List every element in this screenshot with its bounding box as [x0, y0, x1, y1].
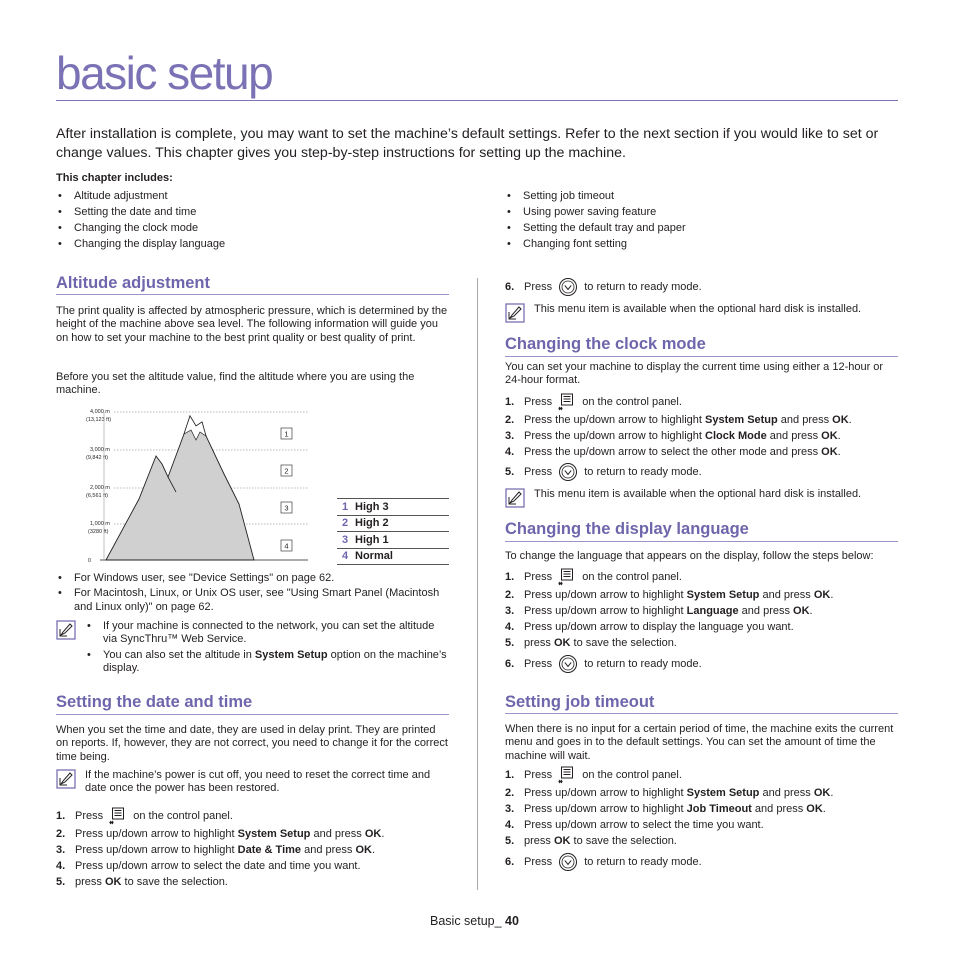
altitude-diagram: [84, 404, 314, 566]
toc-item-date-time[interactable]: • Setting the date and time: [56, 204, 225, 220]
step-item: 2. Press up/down arrow to highlight System Setup and press OK.: [56, 828, 385, 840]
step-item: 2. Press the up/down arrow to highlight System Setup and press OK.: [505, 414, 852, 426]
stop-icon: [558, 277, 578, 297]
altitude-note: [56, 620, 449, 676]
language-steps: [505, 567, 898, 674]
language-heading: Changing the display language: [505, 520, 749, 538]
language-paragraph: To change the language that appears on the display, follow the steps below:: [505, 550, 874, 562]
toc-item-display-language[interactable]: • Changing the display language: [56, 236, 225, 252]
toc-item-font-setting[interactable]: • Changing font setting: [505, 236, 686, 252]
step-item: 1. Press on the control panel.: [56, 806, 449, 826]
altitude-heading: Altitude adjustment: [56, 274, 211, 292]
stop-icon: [558, 462, 578, 482]
step-item: 4. Press the up/down arrow to select the other mode and press OK.: [505, 446, 841, 458]
step-item: 5. press OK to save the selection.: [505, 835, 677, 847]
altitude-table: [337, 498, 449, 565]
step-item: 3. Press up/down arrow to highlight Job Timeout and press OK.: [505, 803, 826, 815]
step-item: 1. Press on the control panel.: [505, 567, 898, 587]
timeout-heading-rule: [505, 713, 898, 714]
table-row: 4 Normal: [337, 548, 449, 565]
step-item: 5. Press to return to ready mode.: [505, 462, 898, 482]
marker-1: 1: [284, 429, 289, 439]
altitude-step-6: [505, 277, 898, 297]
timeout-paragraph: When there is no input for a certain period of time, the machine exits the current menu and goes in to the default settings. You can set the amount of time the machine will wait.: [505, 723, 894, 762]
y-label-3000ft: (9,842 ft): [86, 455, 109, 461]
step-item: 2. Press up/down arrow to highlight System Setup and press OK.: [505, 589, 834, 601]
clock-paragraph: You can set your machine to display the current time using either a 12-hour or 24-hour format.: [505, 361, 884, 387]
toc-item-power-saving[interactable]: • Using power saving feature: [505, 204, 686, 220]
altitude-bullets: [56, 572, 449, 614]
marker-3: 3: [284, 503, 289, 513]
step-item: 2. Press up/down arrow to highlight System Setup and press OK.: [505, 787, 834, 799]
step-item: 3. Press up/down arrow to highlight Date & Time and press OK.: [56, 844, 376, 856]
step-item: 5. press OK to save the selection.: [505, 637, 677, 649]
step-item: 1. Press on the control panel.: [505, 392, 898, 412]
y-label-3000m: 3,000 m: [90, 447, 110, 453]
clock-hard-disk-note: This menu item is available when the optional hard disk is installed.: [505, 488, 898, 508]
menu-icon: [109, 807, 127, 825]
step-item: 6. Press to return to ready mode.: [505, 654, 898, 674]
step-item: 5. press OK to save the selection.: [56, 876, 228, 888]
toc-item-default-tray[interactable]: • Setting the default tray and paper: [505, 220, 686, 236]
marker-4: 4: [284, 541, 289, 551]
page-title: basic setup: [56, 47, 273, 99]
list-item: • For Macintosh, Linux, or Unix OS user, see "Using Smart Panel (Macintosh and Linux only)" on page 62.: [58, 587, 440, 613]
menu-icon: [558, 393, 576, 411]
note-icon: [56, 620, 76, 640]
timeout-steps: [505, 765, 898, 872]
y-label-4000ft: (13,123 ft): [86, 417, 112, 423]
clock-heading-rule: [505, 356, 898, 357]
y-label-1000ft: (3280 ft): [88, 529, 109, 535]
note-icon: [505, 488, 525, 508]
step-item: 1. Press on the control panel.: [505, 765, 898, 785]
clock-heading: Changing the clock mode: [505, 335, 706, 353]
table-row: 1 High 3: [337, 499, 449, 516]
toc-list-left: [56, 188, 225, 252]
hard-disk-note: This menu item is available when the optional hard disk is installed.: [505, 303, 898, 323]
datetime-note: If the machine’s power is cut off, you need to reset the correct time and date once the power has been restored.: [56, 769, 449, 799]
list-item: • You can also set the altitude in System Setup option on the machine’s display.: [87, 648, 447, 674]
intro-paragraph: After installation is complete, you may want to set the machine’s default settings. Refer to the next section if you would like to set or change values. This chapter gives you step-by-step instructions for setting up the machine.: [56, 126, 879, 161]
language-heading-rule: [505, 541, 898, 542]
title-divider: [56, 100, 898, 101]
stop-icon: [558, 654, 578, 674]
note-icon: [56, 769, 76, 789]
datetime-heading-rule: [56, 714, 449, 715]
menu-icon: [558, 568, 576, 586]
y-label-2000m: 2,000 m: [90, 485, 110, 491]
step-item: 4. Press up/down arrow to select the time you want.: [505, 819, 764, 831]
y-label-4000m: 4,000 m: [90, 409, 110, 415]
altitude-paragraph-1: The print quality is affected by atmospheric pressure, which is determined by the height of the machine above sea level. The following information will guide you on how to set your machine to the best print quality or best quality of print.: [56, 305, 448, 344]
altitude-heading-rule: [56, 294, 449, 295]
marker-2: 2: [284, 466, 289, 476]
page-number: 40: [505, 914, 519, 928]
list-item: • If your machine is connected to the network, you can set the altitude via SyncThru™ Web Service.: [87, 620, 435, 646]
note-icon: [505, 303, 525, 323]
toc-list-right: [505, 188, 686, 252]
includes-label: This chapter includes:: [56, 172, 173, 184]
page-footer: Basic setup_ 40: [430, 914, 519, 928]
toc-item-altitude[interactable]: • Altitude adjustment: [56, 188, 225, 204]
y-label-1000m: 1,000 m: [90, 521, 110, 527]
stop-icon: [558, 852, 578, 872]
step-item: 3. Press the up/down arrow to highlight Clock Mode and press OK.: [505, 430, 841, 442]
step-item: 4. Press up/down arrow to display the language you want.: [505, 621, 794, 633]
step-item: 3. Press up/down arrow to highlight Language and press OK.: [505, 605, 813, 617]
toc-item-job-timeout[interactable]: • Setting job timeout: [505, 188, 686, 204]
step-item: 6. Press to return to ready mode.: [505, 277, 898, 297]
table-row: 3 High 1: [337, 532, 449, 549]
datetime-heading: Setting the date and time: [56, 693, 253, 711]
clock-steps: [505, 392, 898, 482]
timeout-heading: Setting job timeout: [505, 693, 655, 711]
step-item: 6. Press to return to ready mode.: [505, 852, 898, 872]
toc-item-clock-mode[interactable]: • Changing the clock mode: [56, 220, 225, 236]
list-item: • For Windows user, see "Device Settings" on page 62.: [58, 572, 335, 584]
datetime-steps: [56, 806, 449, 890]
datetime-paragraph: When you set the time and date, they are used in delay print. They are printed on reports. If, however, they are not correct, you need to change it for the correct time being.: [56, 724, 448, 763]
column-divider: [477, 278, 478, 890]
y-label-0: 0: [88, 558, 92, 564]
altitude-paragraph-2: Before you set the altitude value, find the altitude where you are using the machine.: [56, 371, 415, 397]
table-row: 2 High 2: [337, 515, 449, 532]
y-label-2000ft: (6,561 ft): [86, 493, 109, 499]
menu-icon: [558, 766, 576, 784]
step-item: 4. Press up/down arrow to select the date and time you want.: [56, 860, 361, 872]
